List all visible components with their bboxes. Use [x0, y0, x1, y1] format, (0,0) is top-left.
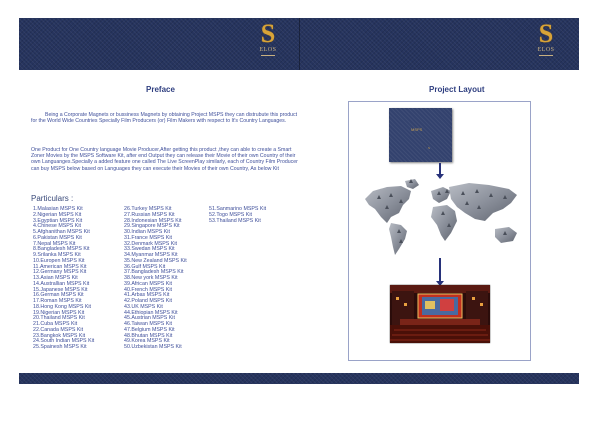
kit-list-item: 21.Cuba MSPS Kit	[33, 321, 78, 327]
theatre-screen-image	[390, 285, 490, 343]
kit-list-item: 30.Indian MSPS Kit	[124, 229, 170, 235]
kit-list-item: 7.Nepal MSPS Kit	[33, 240, 76, 247]
logo-tagline: ELOS	[259, 47, 277, 53]
kit-list-item: 11.American MSPS Kit	[33, 263, 87, 270]
continent-greenland	[405, 179, 419, 189]
bottom-banner	[19, 373, 579, 384]
kit-list-item: 35.New Zealand MSPS Kit	[124, 257, 187, 264]
kit-list-item: 8.Bangladesh MSPS Kit	[33, 246, 90, 253]
kit-list-column-2	[124, 207, 187, 351]
right-logo	[533, 21, 559, 56]
world-map-image	[361, 177, 526, 257]
kit-list-item: 39.African MSPS Kit	[124, 280, 172, 287]
kit-list-item: 31.France MSPS Kit	[124, 234, 172, 241]
kit-list-item: 28.Indonesian MSPS Kit	[124, 217, 182, 224]
kit-list-item: 2.Nigerian MSPS Kit	[33, 211, 82, 218]
kit-list-item: 12.Germany MSPS Kit	[33, 269, 87, 276]
kit-list-item: 37.Bangladesh MSPS Kit	[124, 269, 184, 276]
kit-list-item: 52.Togo MSPS Kit	[209, 211, 252, 218]
logo-tagline: ELOS	[537, 47, 555, 53]
kit-list-column-1	[33, 207, 94, 351]
particulars-title: Particulars :	[31, 194, 74, 203]
kit-list-column-3	[209, 207, 266, 224]
kit-list-item: 29.Singapore MSPS Kit	[124, 223, 180, 230]
kit-list-item: 42.Poland MSPS Kit	[124, 298, 172, 304]
kit-list-item: 36.Gulf MSPS Kit	[124, 263, 166, 270]
kit-list-item: 46.Taiwan MSPS Kit	[124, 321, 172, 327]
kit-list-item: 14.Australlian MSPS Kit	[33, 280, 90, 287]
kit-list-item: 22.Canada MSPS Kit	[33, 326, 84, 333]
kit-list-item: 16.German MSPS Kit	[33, 292, 84, 299]
logo-letter: S	[538, 19, 554, 48]
kit-list-item: 51.Sanmarino MSPS Kit	[209, 206, 267, 212]
kit-list-item: 15.Japanese MSPS Kit	[33, 286, 88, 293]
kit-list-item: 20.Thailand MSPS Kit	[33, 315, 85, 322]
kit-list-item: 47.Belgium MSPS Kit	[124, 326, 175, 333]
kit-list-item: 49.Korea MSPS Kit	[124, 338, 170, 345]
kit-list-item: 4.Chinese MSPS Kit	[33, 223, 81, 230]
kit-list-item: 3.Egyptian MSPS Kit	[33, 217, 83, 224]
book-title: MSPS	[411, 127, 423, 132]
continent-asia	[449, 183, 517, 221]
logo-letter: S	[260, 19, 276, 48]
kit-list-item: 27.Russian MSPS Kit	[124, 211, 175, 218]
arrow-down-icon	[439, 258, 441, 282]
continent-south-america	[389, 223, 407, 255]
arrow-down-icon	[439, 163, 441, 175]
project-layout-title: Project Layout	[429, 85, 485, 94]
kit-list-item: 34.Myanmar MSPS Kit	[124, 252, 178, 258]
kit-list-item: 17.Roman MSPS Kit	[33, 298, 82, 304]
kit-list-item: 9.Srilanka MSPS Kit	[33, 252, 81, 258]
kit-list-item: 40.French MSPS Kit	[124, 286, 172, 293]
preface-title: Preface	[146, 85, 175, 94]
left-logo	[255, 21, 281, 56]
kit-list-item: 13.Asian MSPS Kit	[33, 275, 78, 281]
preface-paragraph-1: Being a Corporate Magnets or bussiness Magnets by obtaining Project MSPS they can distrubute this product for the World Wide Countries Specially Film Producers (or) Film Makers with respect to It's Country Languages.	[31, 112, 298, 125]
kit-list-item: 18.Hong Kong MSPS Kit	[33, 303, 92, 310]
kit-list-item: 10.Europen MSPS Kit	[33, 257, 85, 264]
kit-list-item: 6.Pakistan MSPS Kit	[33, 234, 82, 241]
continent-north-america	[365, 186, 411, 223]
kit-list-item: 53.Thailand MSPS Kit	[209, 217, 261, 224]
preface-paragraph-2: One Product for One Country language Movie Producer,After getting this product ,they can able to create a Smart Zoner Movies by the MSPS Software Kit, after end Output they can release their Movie of their own Country of their own Languanges.Specially a added feature one called The Live ScreenPlay similarly, each of Country Film Producer can buy MSPS below based on Languages they can execute their Movies of their own Country, As below Kit	[31, 147, 298, 172]
kit-list-item: 43.UK MSPS Kit	[124, 303, 163, 310]
kit-list-item: 50.Uzbekistan MSPS Kit	[124, 344, 182, 350]
kit-list-item: 23.Bangkok MSPS Kit	[33, 332, 86, 339]
kit-list-item: 41.Arbas MSPS Kit	[124, 292, 170, 299]
kit-list-item: 38.New york MSPS Kit	[124, 275, 178, 281]
kit-list-item: 1.Malasian MSPS Kit	[33, 206, 83, 212]
kit-list-item: 26.Turkey MSPS Kit	[124, 206, 172, 212]
kit-list-item: 48.Bhutan MSPS Kit	[124, 332, 173, 339]
page-fold	[299, 18, 300, 70]
book-label: S	[428, 146, 431, 150]
msps-book-image	[389, 108, 452, 162]
kit-list-item: 32.Denmark MSPS Kit	[124, 240, 177, 247]
continent-africa	[431, 205, 457, 241]
kit-list-item: 5.Afghanithan MSPS Kit	[33, 229, 90, 235]
kit-list-item: 44.Ethiopian MSPS Kit	[124, 309, 178, 316]
kit-list-item: 45.Austrian MSPS Kit	[124, 315, 175, 322]
kit-list-item: 33.Swedan MSPS Kit	[124, 246, 175, 253]
kit-list-item: 19.Nigerian MSPS Kit	[33, 309, 85, 316]
kit-list-item: 24.South Indian MSPS Kit	[33, 338, 95, 345]
kit-list-item: 25.Spainesh MSPS Kit	[33, 344, 87, 350]
